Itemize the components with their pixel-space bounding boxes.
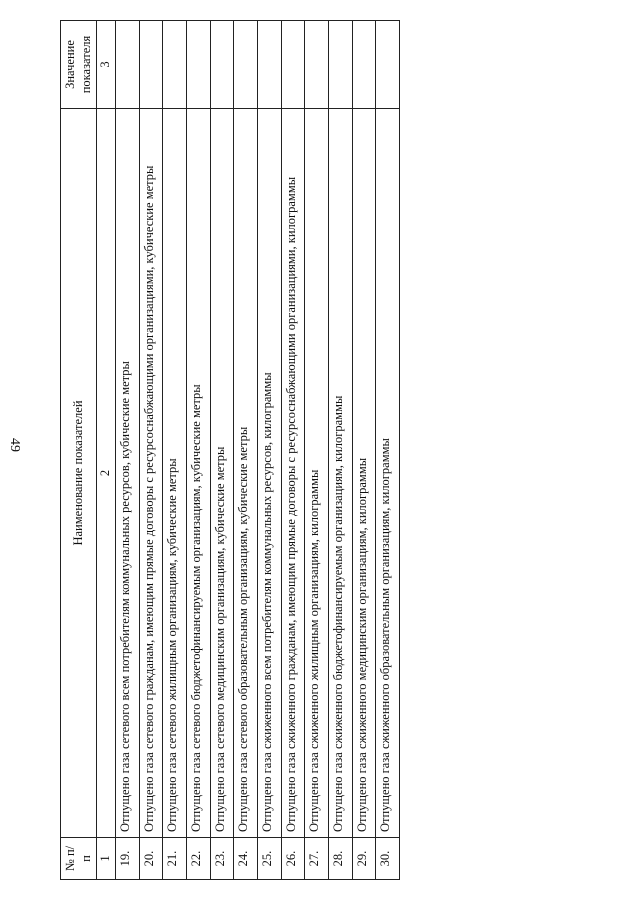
row-name: Отпущено газа сетевого медицинским организациям, кубические метры <box>210 109 234 838</box>
header-name: Наименование показателей <box>61 109 97 838</box>
index-cell: 1 <box>97 838 116 880</box>
table-row <box>186 21 210 880</box>
page-number: 49 <box>7 438 22 452</box>
row-name: Отпущено газа сетевого всем потребителям коммунальных ресурсов, кубические метры <box>115 109 139 838</box>
header-number: № п/п <box>61 838 97 880</box>
table-index-row <box>97 21 116 880</box>
row-name: Отпущено газа сетевого образовательным организациям, кубические метры <box>234 109 258 838</box>
row-value <box>281 21 305 109</box>
row-number: 29. <box>352 838 376 880</box>
row-name: Отпущено газа сетевого гражданам, имеющим прямые договоры с ресурсоснабжающими организациями, кубические метры <box>139 109 163 838</box>
table-row <box>328 21 352 880</box>
row-number: 26. <box>281 838 305 880</box>
row-number: 30. <box>376 838 400 880</box>
row-name: Отпущено газа сжиженного медицинским организациям, килограммы <box>352 109 376 838</box>
row-number: 20. <box>139 838 163 880</box>
row-name: Отпущено газа сжиженного гражданам, имеющим прямые договоры с ресурсоснабжающими организациями, килограммы <box>281 109 305 838</box>
rotated-table-container <box>60 20 400 880</box>
index-cell: 3 <box>97 21 116 109</box>
table-row <box>210 21 234 880</box>
table-row <box>305 21 329 880</box>
table-row <box>376 21 400 880</box>
row-number: 27. <box>305 838 329 880</box>
row-value <box>305 21 329 109</box>
table-row <box>281 21 305 880</box>
row-name: Отпущено газа сетевого жилищным организациям, кубические метры <box>163 109 187 838</box>
row-name: Отпущено газа сжиженного жилищным организациям, килограммы <box>305 109 329 838</box>
table-row <box>257 21 281 880</box>
row-value <box>210 21 234 109</box>
row-name: Отпущено газа сжиженного всем потребителям коммунальных ресурсов, килограммы <box>257 109 281 838</box>
table-row <box>163 21 187 880</box>
table-row <box>352 21 376 880</box>
row-number: 25. <box>257 838 281 880</box>
row-number: 22. <box>186 838 210 880</box>
table-header-row <box>61 21 97 880</box>
row-number: 23. <box>210 838 234 880</box>
row-number: 19. <box>115 838 139 880</box>
row-number: 21. <box>163 838 187 880</box>
header-value: Значение показателя <box>61 21 97 109</box>
row-value <box>186 21 210 109</box>
table-row <box>234 21 258 880</box>
table-row <box>115 21 139 880</box>
row-name: Отпущено газа сжиженного бюджетофинансируемым организациям, килограммы <box>328 109 352 838</box>
row-value <box>163 21 187 109</box>
index-cell: 2 <box>97 109 116 838</box>
row-number: 28. <box>328 838 352 880</box>
row-name: Отпущено газа сжиженного образовательным организациям, килограммы <box>376 109 400 838</box>
row-value <box>234 21 258 109</box>
row-value <box>115 21 139 109</box>
row-value <box>139 21 163 109</box>
row-value <box>352 21 376 109</box>
row-value <box>257 21 281 109</box>
indicators-table <box>60 20 400 880</box>
table-row <box>139 21 163 880</box>
row-name: Отпущено газа сетевого бюджетофинансируемым организациям, кубические метры <box>186 109 210 838</box>
row-number: 24. <box>234 838 258 880</box>
row-value <box>328 21 352 109</box>
row-value <box>376 21 400 109</box>
